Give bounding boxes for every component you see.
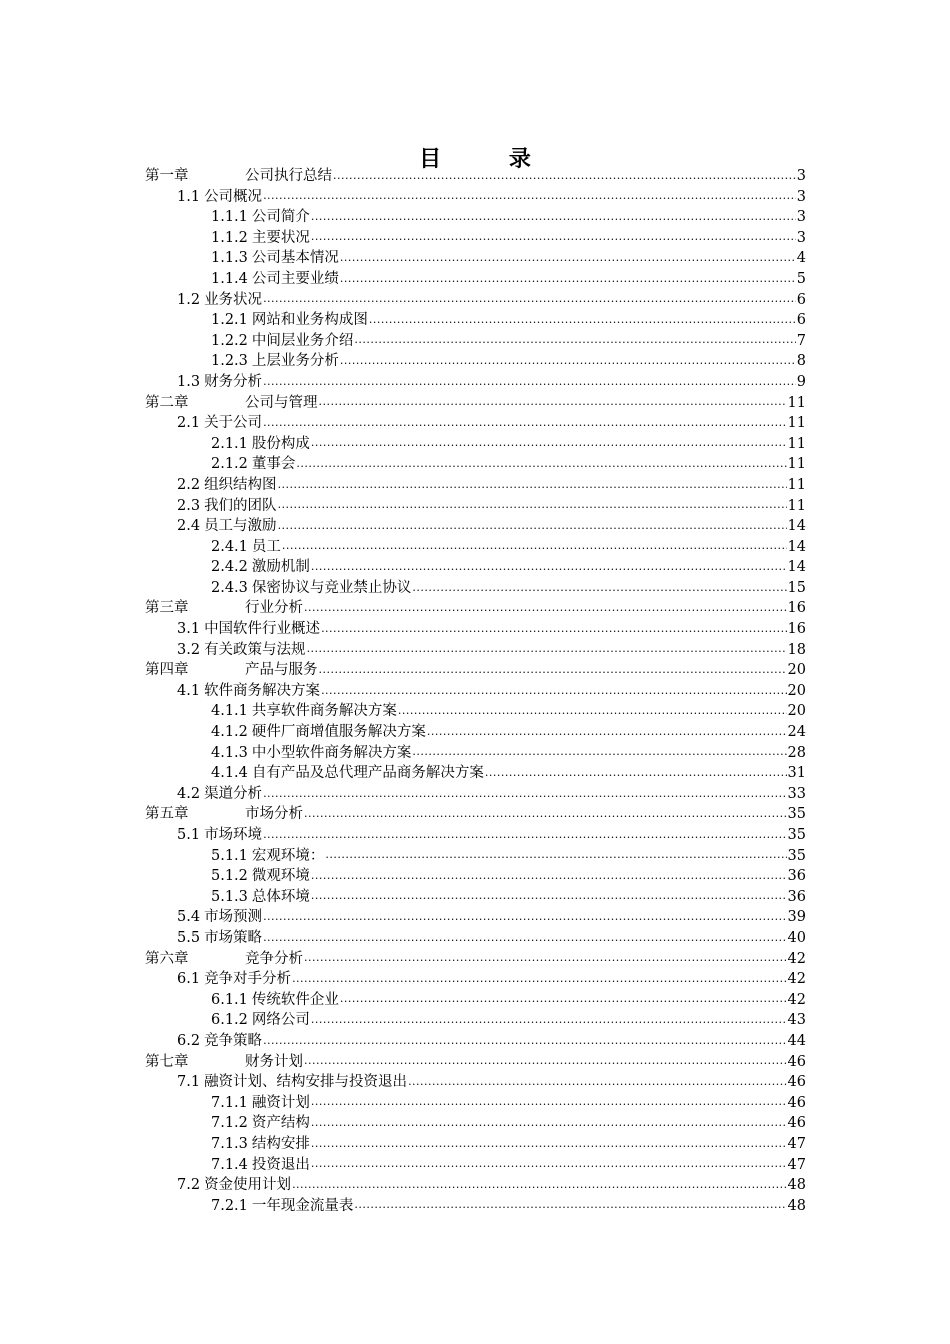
toc-entry-number: 2.4.1: [211, 538, 248, 555]
toc-leader-dots: [340, 355, 796, 369]
toc-entry-label: 我们的团队: [204, 497, 277, 514]
toc-entry-number: 第一章: [145, 168, 189, 184]
toc-leader-dots: [296, 458, 786, 472]
toc-entry-label: 董事会: [251, 456, 296, 473]
toc-entry-label: 市场预测: [204, 909, 263, 926]
toc-entry-number: 2.3: [177, 497, 201, 514]
toc-leader-dots: [278, 478, 787, 492]
toc-entry-number: 6.1.2: [211, 1012, 248, 1029]
toc-entry[interactable]: [145, 393, 806, 414]
toc-entry-number: 1.2: [177, 291, 201, 308]
toc-leader-dots: [311, 1158, 787, 1172]
toc-entry[interactable]: [145, 269, 806, 290]
toc-entry-page-number: 4: [796, 250, 806, 267]
toc-entry-page-number: 14: [787, 538, 806, 555]
toc-entry-label: 保密协议与竞业禁止协议: [251, 579, 412, 596]
toc-entry[interactable]: [145, 187, 806, 208]
toc-entry-label: 融资计划、结构安排与投资退出: [204, 1074, 408, 1091]
toc-entry-page-number: 3: [796, 229, 806, 246]
toc-entry[interactable]: [145, 351, 806, 372]
toc-entry-number: 1.2.2: [211, 332, 248, 349]
toc-entry[interactable]: [145, 640, 806, 661]
toc-entry-label: 主要状况: [251, 229, 310, 246]
toc-entry-number: 第三章: [145, 600, 189, 617]
toc-entry[interactable]: [145, 310, 806, 331]
toc-entry-page-number: 35: [787, 827, 806, 843]
toc-entry-page-number: 11: [787, 394, 806, 411]
toc-leader-dots: [485, 767, 787, 781]
toc-leader-dots: [311, 890, 787, 904]
toc-entry-number: 2.1.1: [211, 435, 248, 452]
toc-leader-dots: [311, 561, 787, 575]
toc-entry-page-number: 36: [787, 868, 806, 885]
toc-entry[interactable]: [145, 619, 806, 640]
toc-leader-dots: [321, 622, 786, 636]
toc-entry-label: 市场环境: [204, 827, 263, 843]
toc-entry-page-number: 33: [787, 785, 806, 802]
toc-entry-label: 财务计划: [245, 1053, 303, 1070]
toc-entry-number: 2.4.3: [211, 579, 248, 596]
toc-entry-label: 传统软件企业: [251, 991, 339, 1008]
toc-entry-number: 5.1.3: [211, 888, 248, 905]
toc-entry-label: 财务分析: [204, 373, 263, 390]
toc-entry-label: 中间层业务介绍: [251, 332, 354, 349]
toc-leader-dots: [307, 643, 787, 657]
toc-leader-dots: [263, 190, 796, 204]
toc-entry-page-number: 14: [787, 518, 806, 535]
toc-leader-dots: [304, 808, 787, 822]
toc-entry[interactable]: [145, 784, 806, 805]
toc-entry-label: 市场策略: [204, 929, 263, 946]
toc-leader-dots: [263, 293, 796, 307]
toc-entry[interactable]: [145, 701, 806, 722]
toc-entry-number: 1.1.2: [211, 229, 248, 246]
toc-entry-number: 3.2: [177, 641, 201, 658]
toc-entry-page-number: 42: [787, 991, 806, 1008]
toc-entry-page-number: 11: [787, 476, 806, 493]
toc-entry[interactable]: [145, 578, 806, 599]
toc-entry[interactable]: [145, 1196, 806, 1217]
toc-entry[interactable]: [145, 949, 806, 970]
toc-entry-page-number: 28: [787, 744, 806, 761]
toc-entry-label: 有关政策与法规: [204, 641, 306, 658]
toc-leader-dots: [292, 1178, 786, 1192]
toc-leader-dots: [263, 931, 786, 945]
toc-leader-dots: [263, 787, 786, 801]
toc-entry-number: 7.1.1: [211, 1094, 248, 1111]
toc-entry-page-number: 31: [787, 765, 806, 782]
toc-leader-dots: [319, 396, 787, 410]
toc-entry-label: 结构安排: [251, 1135, 310, 1152]
toc-entry-page-number: 6: [796, 312, 806, 329]
toc-leader-dots: [325, 849, 786, 863]
toc-leader-dots: [282, 540, 787, 554]
toc-entry[interactable]: [145, 516, 806, 537]
toc-entry[interactable]: [145, 681, 806, 702]
toc-entry-label: 竞争策略: [204, 1032, 263, 1049]
toc-entry-label: 员工: [251, 538, 281, 555]
toc-entry-page-number: 35: [787, 806, 806, 823]
toc-entry-page-number: 47: [787, 1135, 806, 1152]
toc-entry-number: 7.2.1: [211, 1197, 248, 1214]
toc-entry[interactable]: [145, 660, 806, 681]
toc-entry-page-number: 3: [796, 168, 806, 184]
toc-entry[interactable]: [145, 557, 806, 578]
toc-entry[interactable]: [145, 907, 806, 928]
toc-entry-page-number: 18: [787, 641, 806, 658]
toc-entry-number: 7.1.3: [211, 1135, 248, 1152]
toc-entry-number: 5.1.1: [211, 847, 248, 864]
toc-entry-number: 3.1: [177, 621, 201, 638]
toc-entry-page-number: 16: [787, 621, 806, 638]
toc-entry[interactable]: [145, 475, 806, 496]
toc-leader-dots: [311, 231, 796, 245]
toc-entry-number: 4.1.2: [211, 724, 248, 741]
toc-entry-number: 4.1.1: [211, 703, 248, 720]
toc-entry-label: 软件商务解决方案: [204, 682, 321, 699]
toc-entry[interactable]: [145, 290, 806, 311]
toc-leader-dots: [304, 1055, 787, 1069]
toc-entry[interactable]: [145, 928, 806, 949]
toc-entry-number: 6.1.1: [211, 991, 248, 1008]
toc-entry[interactable]: [145, 1072, 806, 1093]
toc-entry-page-number: 11: [787, 435, 806, 452]
toc-entry-page-number: 20: [787, 703, 806, 720]
toc-entry-number: 7.1.4: [211, 1156, 248, 1173]
toc-entry-label: 组织结构图: [204, 476, 277, 493]
toc-entry-label: 产品与服务: [245, 662, 318, 679]
toc-entry-page-number: 14: [787, 559, 806, 576]
toc-entry-label: 关于公司: [204, 415, 263, 432]
toc-entry-label: 自有产品及总代理产品商务解决方案: [251, 765, 484, 782]
toc-entry-page-number: 36: [787, 888, 806, 905]
toc-entry[interactable]: [145, 763, 806, 784]
toc-entry-label: 市场分析: [245, 806, 303, 823]
toc-entry-page-number: 42: [787, 950, 806, 967]
toc-entry-label: 中小型软件商务解决方案: [251, 744, 412, 761]
toc-leader-dots: [263, 1034, 786, 1048]
toc-entry-page-number: 46: [787, 1074, 806, 1091]
toc-entry-page-number: 16: [787, 600, 806, 617]
toc-entry-label: 股份构成: [251, 435, 310, 452]
toc-entry-page-number: 39: [787, 909, 806, 926]
toc-entry-number: 2.4: [177, 518, 201, 535]
toc-entry-label: 资金使用计划: [204, 1177, 292, 1194]
toc-entry-page-number: 24: [787, 724, 806, 741]
toc-leader-dots: [304, 602, 787, 616]
toc-entry-label: 公司概况: [204, 188, 263, 205]
toc-entry-number: 1.1.1: [211, 209, 248, 226]
toc-leader-dots: [311, 1117, 787, 1131]
toc-entry-label: 公司简介: [251, 209, 310, 226]
toc-entry-label: 宏观环境：: [251, 847, 325, 864]
toc-entry-number: 1.1: [177, 188, 201, 205]
toc-entry-label: 融资计划: [251, 1094, 310, 1111]
toc-leader-dots: [340, 993, 787, 1007]
toc-entry[interactable]: [145, 846, 806, 867]
toc-entry-page-number: 35: [787, 847, 806, 864]
toc-entry-number: 1.2.1: [211, 312, 248, 329]
toc-leader-dots: [304, 952, 787, 966]
toc-entry-number: 4.2: [177, 785, 201, 802]
toc-entry[interactable]: [145, 228, 806, 249]
toc-entry[interactable]: [145, 990, 806, 1011]
toc-entry-page-number: 9: [796, 373, 806, 390]
toc-entry[interactable]: [145, 804, 806, 825]
toc-entry-number: 1.2.3: [211, 353, 248, 370]
toc-entry[interactable]: [145, 1052, 806, 1073]
toc-entry-label: 网络公司: [251, 1012, 310, 1029]
toc-entry-label: 员工与激励: [204, 518, 277, 535]
toc-entry-label: 硬件厂商增值服务解决方案: [251, 724, 426, 741]
toc-entry-page-number: 20: [787, 682, 806, 699]
toc-entry-number: 第七章: [145, 1053, 189, 1070]
toc-entry-number: 1.3: [177, 373, 201, 390]
toc-entry-label: 行业分析: [245, 600, 303, 617]
toc-entry[interactable]: [145, 1113, 806, 1134]
toc-entry-label: 一年现金流量表: [251, 1197, 354, 1214]
toc-entry-label: 公司与管理: [245, 394, 318, 411]
toc-entry-page-number: 46: [787, 1053, 806, 1070]
toc-entry[interactable]: [145, 887, 806, 908]
toc-entry-number: 2.2: [177, 476, 201, 493]
toc-leader-dots: [369, 313, 796, 327]
toc-entry[interactable]: [145, 372, 806, 393]
toc-entry-page-number: 20: [787, 662, 806, 679]
toc-leader-dots: [412, 746, 786, 760]
toc-entry[interactable]: [145, 1093, 806, 1114]
toc-entry[interactable]: [145, 866, 806, 887]
toc-entry-page-number: 11: [787, 415, 806, 432]
toc-entry-number: 4.1.3: [211, 744, 248, 761]
toc-entry-page-number: 6: [796, 291, 806, 308]
page-title: 目 录: [419, 146, 561, 172]
toc-entry[interactable]: [145, 598, 806, 619]
toc-entry-page-number: 48: [787, 1177, 806, 1194]
toc-entry-label: 资产结构: [251, 1115, 310, 1132]
toc-leader-dots: [263, 911, 786, 925]
toc-leader-dots: [311, 869, 787, 883]
toc-entry-number: 6.2: [177, 1032, 201, 1049]
toc-leader-dots: [311, 210, 796, 224]
toc-entry-page-number: 43: [787, 1012, 806, 1029]
toc-leader-dots: [319, 664, 787, 678]
toc-leader-dots: [311, 437, 787, 451]
toc-leader-dots: [340, 272, 796, 286]
toc-entry-page-number: 48: [787, 1197, 806, 1214]
toc-entry-number: 5.1: [177, 827, 201, 843]
toc-leader-dots: [263, 416, 786, 430]
toc-entry[interactable]: [145, 207, 806, 228]
toc-entry-number: 第六章: [145, 950, 189, 967]
toc-entry[interactable]: [145, 969, 806, 990]
toc-leader-dots: [333, 169, 796, 183]
toc-entry[interactable]: [145, 743, 806, 764]
toc-entry[interactable]: [145, 1134, 806, 1155]
toc-leader-dots: [427, 725, 787, 739]
toc-entry-number: 2.1.2: [211, 456, 248, 473]
toc-entry-number: 2.4.2: [211, 559, 248, 576]
toc-entry-page-number: 46: [787, 1094, 806, 1111]
toc-entry-number: 7.2: [177, 1177, 201, 1194]
toc-entry[interactable]: [145, 413, 806, 434]
toc-entry-number: 5.4: [177, 909, 201, 926]
toc-entry[interactable]: [145, 496, 806, 517]
toc-entry-page-number: 40: [787, 929, 806, 946]
toc-entry-number: 4.1: [177, 682, 201, 699]
toc-entry[interactable]: [145, 722, 806, 743]
toc-leader-dots: [398, 705, 787, 719]
toc-entry-label: 上层业务分析: [251, 353, 339, 370]
toc-entry[interactable]: [145, 331, 806, 352]
toc-entry-number: 2.1: [177, 415, 201, 432]
toc-entry-number: 1.1.3: [211, 250, 248, 267]
toc-entry-page-number: 7: [796, 332, 806, 349]
toc-entry-number: 第五章: [145, 806, 189, 823]
toc-leader-dots: [354, 334, 795, 348]
toc-entry-page-number: 42: [787, 971, 806, 988]
toc-entry-page-number: 3: [796, 209, 806, 226]
toc-leader-dots: [321, 684, 786, 698]
toc-entry[interactable]: [145, 825, 806, 846]
toc-entry-number: 1.1.4: [211, 270, 248, 287]
toc-entry-label: 激励机制: [251, 559, 310, 576]
toc-leader-dots: [311, 1096, 787, 1110]
toc-entry-page-number: 3: [796, 188, 806, 205]
toc-entry[interactable]: [145, 434, 806, 455]
toc-leader-dots: [278, 499, 787, 513]
toc-entry-number: 5.1.2: [211, 868, 248, 885]
toc-entry-label: 渠道分析: [204, 785, 263, 802]
toc-entry-label: 共享软件商务解决方案: [251, 703, 397, 720]
toc-entry-label: 总体环境: [251, 888, 310, 905]
toc-entry-page-number: 44: [787, 1032, 806, 1049]
toc-leader-dots: [311, 1137, 787, 1151]
toc-leader-dots: [408, 1075, 786, 1089]
toc-entry-label: 公司基本情况: [251, 250, 339, 267]
toc-entry-number: 第四章: [145, 662, 189, 679]
toc-entry-label: 竞争对手分析: [204, 971, 292, 988]
toc-leader-dots: [340, 252, 796, 266]
toc-entry-label: 竞争分析: [245, 950, 303, 967]
toc-entry[interactable]: [145, 1010, 806, 1031]
toc-leader-dots: [354, 1199, 786, 1213]
toc-entry-page-number: 47: [787, 1156, 806, 1173]
toc-entry-label: 中国软件行业概述: [204, 621, 321, 638]
toc-leader-dots: [412, 581, 786, 595]
toc-entry-number: 7.1.2: [211, 1115, 248, 1132]
toc-entry-number: 7.1: [177, 1074, 201, 1091]
toc-entry-page-number: 15: [787, 579, 806, 596]
toc-entry-label: 业务状况: [204, 291, 263, 308]
toc-entry-number: 第二章: [145, 394, 189, 411]
toc-leader-dots: [311, 1014, 787, 1028]
toc-entry-label: 投资退出: [251, 1156, 310, 1173]
toc-leader-dots: [278, 519, 787, 533]
toc-entry-number: 5.5: [177, 929, 201, 946]
toc-entry-label: 微观环境: [251, 868, 310, 885]
toc-entry[interactable]: [145, 166, 806, 187]
toc-entry[interactable]: [145, 1175, 806, 1196]
toc-leader-dots: [263, 828, 786, 842]
toc-entry-number: 6.1: [177, 971, 201, 988]
toc-entry[interactable]: [145, 1155, 806, 1176]
toc-entry-label: 公司主要业绩: [251, 270, 339, 287]
toc-entry-number: 4.1.4: [211, 765, 248, 782]
toc-entry[interactable]: [145, 1031, 806, 1052]
toc-entry-label: 网站和业务构成图: [251, 312, 368, 329]
toc-entry[interactable]: [145, 454, 806, 475]
toc-entry-page-number: 8: [796, 353, 806, 370]
toc-entry-label: 公司执行总结: [245, 168, 332, 184]
toc-entry[interactable]: [145, 248, 806, 269]
toc-entry-page-number: 11: [787, 497, 806, 514]
toc-entry[interactable]: [145, 537, 806, 558]
toc-leader-dots: [263, 375, 796, 389]
table-of-contents: [145, 166, 806, 1216]
toc-entry-page-number: 11: [787, 456, 806, 473]
toc-entry-page-number: 5: [796, 270, 806, 287]
toc-entry-page-number: 46: [787, 1115, 806, 1132]
toc-leader-dots: [292, 972, 786, 986]
